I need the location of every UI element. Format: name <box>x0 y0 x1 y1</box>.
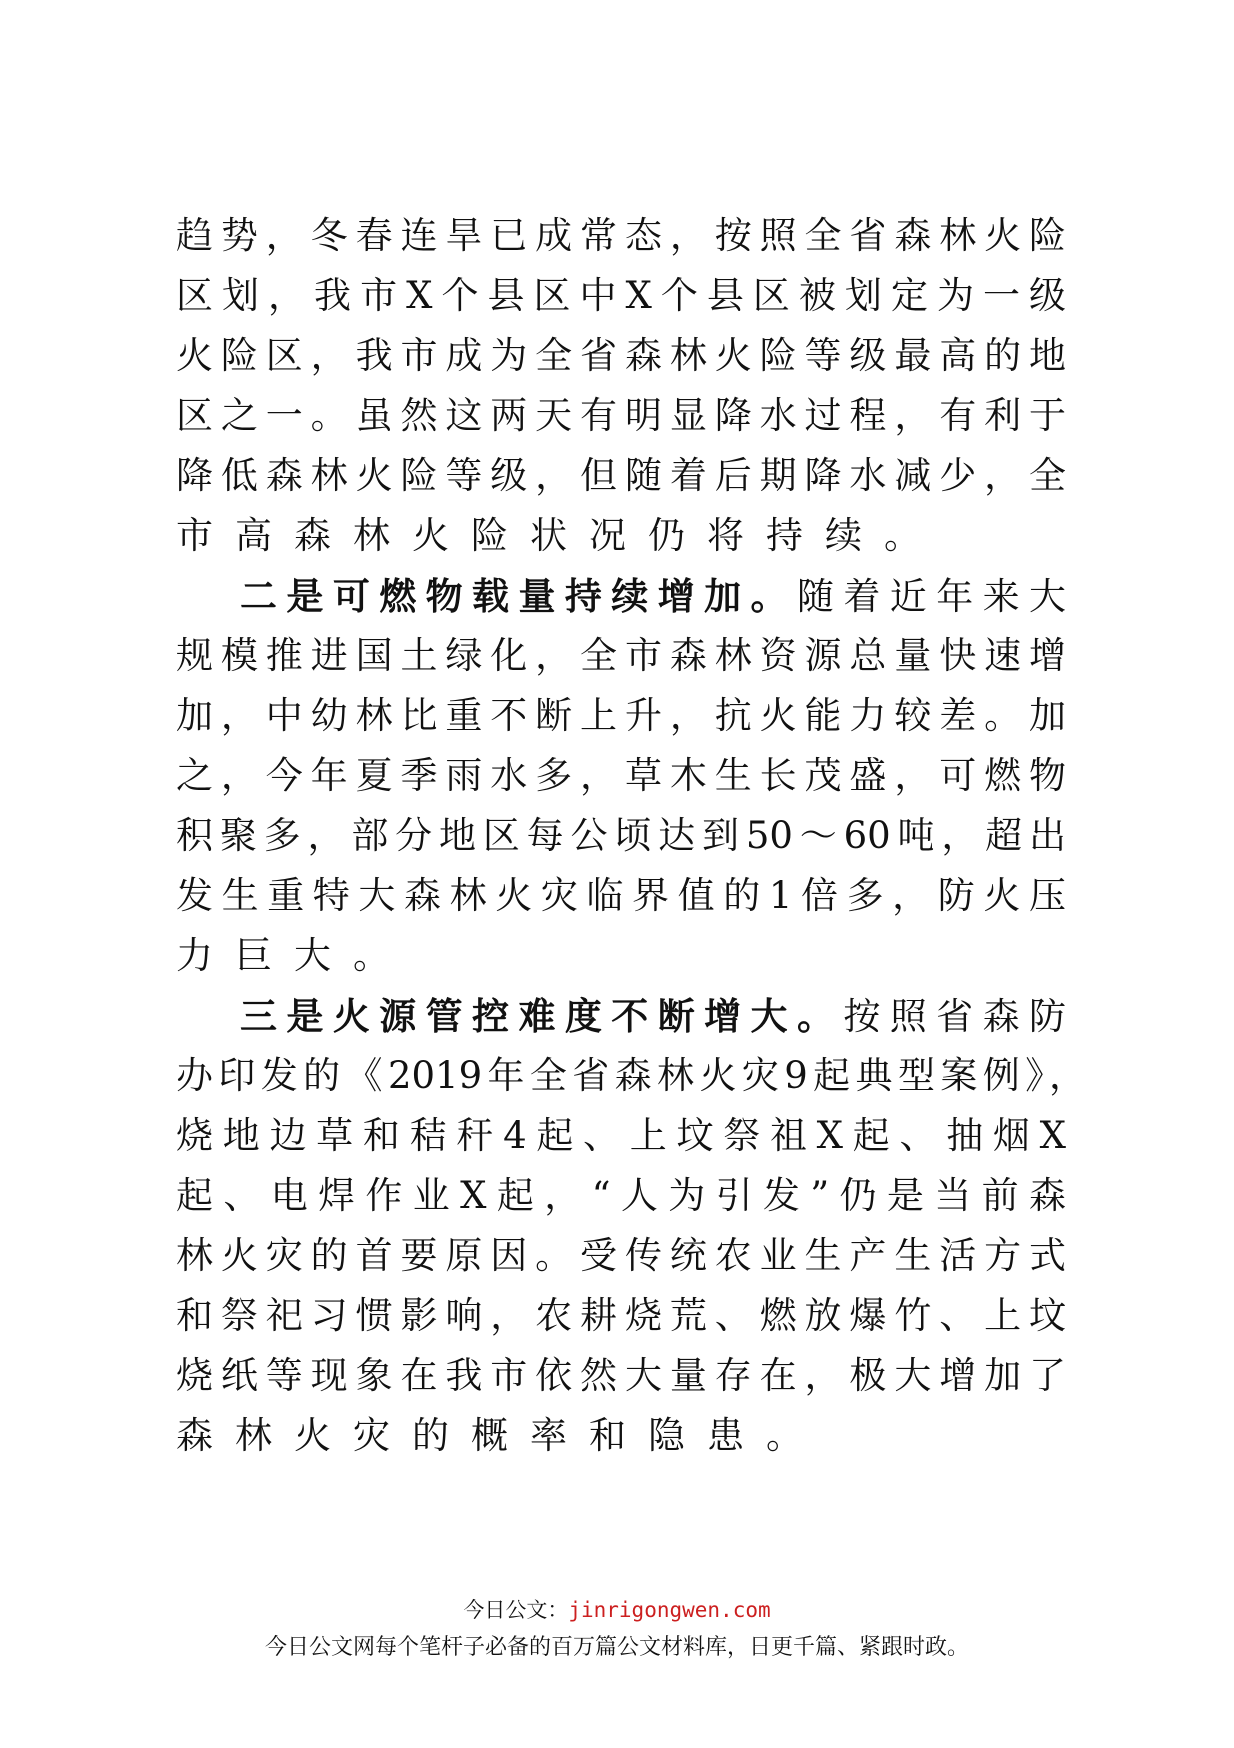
text-line: 力巨大。 <box>176 934 412 977</box>
text-line: 之，今年夏季雨水多，草木生长茂盛，可燃物 <box>176 754 1066 797</box>
text-line: 积聚多，部分地区每公顷达到50～60吨，超出 <box>176 814 1066 857</box>
footer-slogan: 今日公文网每个笔杆子必备的百万篇公文材料库，日更千篇、紧跟时政。 <box>264 1635 969 1660</box>
text-line: 区划，我市X个县区中X个县区被划定为一级 <box>176 274 1066 317</box>
paragraph-lead-rest: 随着近年来大 <box>796 575 1067 618</box>
text-line: 和祭祀习惯影响，农耕烧荒、燃放爆竹、上坟 <box>176 1294 1066 1337</box>
paragraph-lead-heading: 二是可燃物载量持续增加。 <box>240 574 797 618</box>
document-body <box>176 206 1086 1466</box>
text-line: 林火灾的首要原因。受传统农业生产生活方式 <box>176 1234 1066 1277</box>
footer-site-label: 今日公文： <box>463 1598 569 1622</box>
paragraph-lead-rest: 按照省森防 <box>843 995 1067 1038</box>
text-line: 降低森林火险等级，但随着后期降水减少，全 <box>176 454 1066 497</box>
text-line: 规模推进国土绿化，全市森林资源总量快速增 <box>176 634 1066 677</box>
text-line: 森林火灾的概率和隐患。 <box>176 1414 825 1457</box>
footer-site-line <box>0 1594 1234 1624</box>
text-line: 趋势，冬春连旱已成常态，按照全省森林火险 <box>176 214 1066 257</box>
text-line: 发生重特大森林火灾临界值的1倍多，防火压 <box>176 874 1066 917</box>
text-line: 起、电焊作业X起，“人为引发”仍是当前森 <box>176 1174 1066 1217</box>
text-line: 烧纸等现象在我市依然大量存在，极大增加了 <box>176 1354 1066 1397</box>
paragraph-first-line <box>176 986 1066 1046</box>
paragraph-first-line <box>176 566 1066 626</box>
paragraph-lead-heading: 三是火源管控难度不断增大。 <box>240 994 844 1038</box>
footer-site-link[interactable]: jinrigongwen.com <box>568 1598 771 1622</box>
text-line: 加，中幼林比重不断上升，抗火能力较差。加 <box>176 694 1066 737</box>
text-line: 办印发的《2019年全省森林火灾9起典型案例》， <box>176 1054 1086 1097</box>
text-line: 市高森林火险状况仍将持续。 <box>176 514 943 557</box>
text-line: 火险区，我市成为全省森林火险等级最高的地 <box>176 334 1066 377</box>
text-line: 区之一。虽然这两天有明显降水过程，有利于 <box>176 394 1066 437</box>
text-line: 烧地边草和秸秆4起、上坟祭祖X起、抽烟X <box>176 1114 1066 1157</box>
